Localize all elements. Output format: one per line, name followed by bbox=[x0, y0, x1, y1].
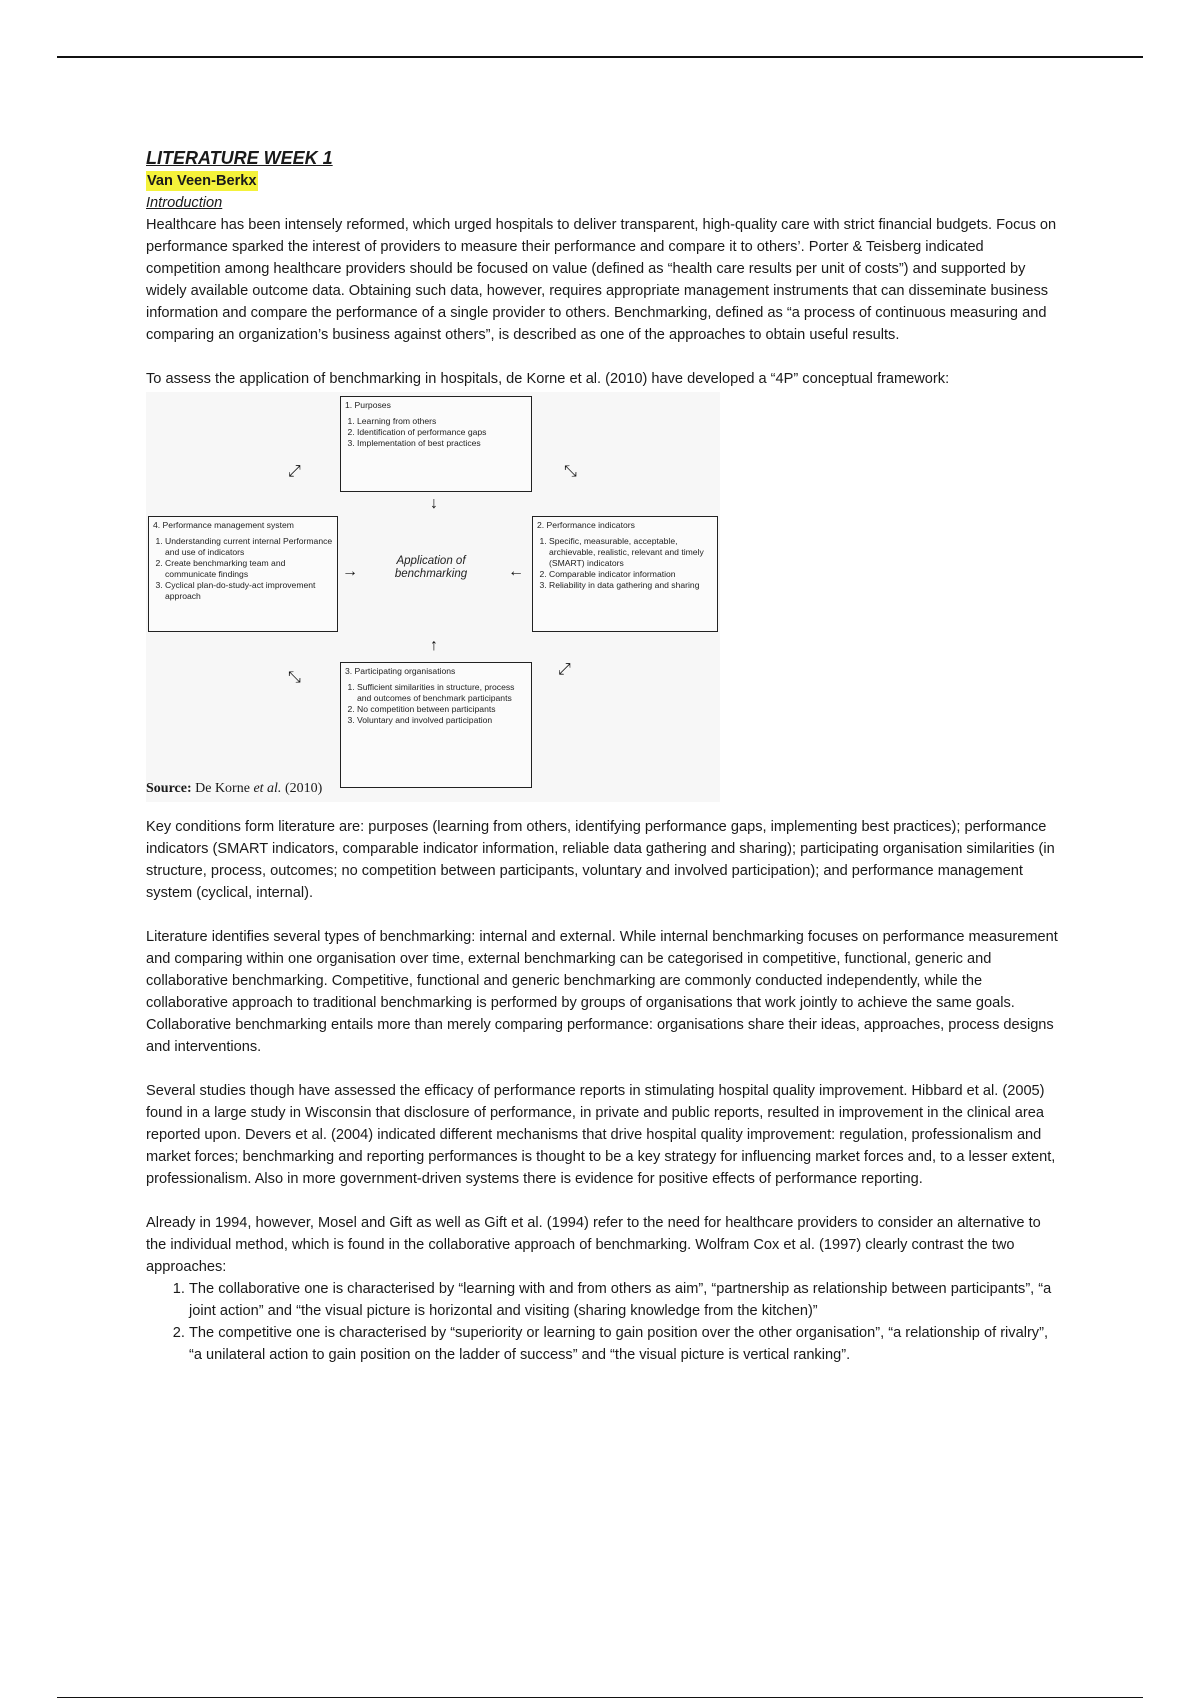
box-management-system bbox=[148, 516, 338, 632]
source-etal: et al. bbox=[253, 781, 282, 796]
footer-rule bbox=[57, 1697, 1143, 1698]
source-ref: De Korne bbox=[195, 781, 250, 796]
figure-source bbox=[146, 778, 322, 800]
center-label: Application of benchmarking bbox=[394, 555, 468, 580]
arrow-down-icon: ↓ bbox=[430, 495, 438, 512]
arrow-left-icon: ← bbox=[508, 563, 524, 580]
arrow-up-icon: ↑ bbox=[430, 637, 438, 654]
paragraph-key-conditions: Key conditions form literature are: purposes (learning from others, identifying performance gaps, implementing best practices); performance indicators (SMART indicators, comparable indicator information, reliable data gathering and sharing); participating organisation similarities (in structure, process, outcomes; no competition between participants, voluntary and involved participation); and performance management system (cyclical, internal). bbox=[146, 819, 1055, 901]
list-item: 2. The competitive one is characterised by “superiority or learning to gain position over the other organisation”, “a relationship of rivalry”, “a unilateral action to gain position on the ladder of success” and “the visual picture is vertical ranking”. bbox=[189, 1322, 1058, 1366]
box-item: 1. Learning from others bbox=[357, 416, 527, 427]
box-item: 3. Voluntary and involved participation bbox=[357, 715, 527, 726]
box-item: 2. Identification of performance gaps bbox=[357, 427, 527, 438]
diagonal-arrow-icon: ⤢ bbox=[288, 463, 301, 480]
box-purposes bbox=[340, 396, 532, 492]
header-rule bbox=[57, 56, 1143, 58]
source-label: Source: bbox=[146, 781, 192, 796]
paragraph-types: Literature identifies several types of benchmarking: internal and external. While internal benchmarking focuses on performance measurement and comparing within one organisation over time, external benchmarking can be categorised in competitive, functional, generic and collaborative benchmarking. Competitive, functional and generic benchmarking are commonly conducted independently, while the collaborative approach to traditional benchmarking is performed by groups of organisations that work jointly to achieve the same goals. Collaborative benchmarking entails more than merely comparing performance: organisations share their ideas, approaches, process designs and interventions. bbox=[146, 929, 1058, 1055]
box-item: 3. Cyclical plan-do-study-act improvement approach bbox=[165, 580, 333, 602]
box-performance-indicators bbox=[532, 516, 718, 632]
author-highlight: Van Veen-Berkx bbox=[147, 173, 257, 189]
page-title: LITERATURE WEEK 1 bbox=[146, 148, 333, 168]
box-title: 2. Performance indicators bbox=[537, 520, 635, 530]
paragraph-intro: Healthcare has been intensely reformed, which urged hospitals to deliver transparent, high-quality care with strict financial budgets. Focus on performance sparked the interest of providers to measure their performance and compare it to others’. Porter & Teisberg indicated competition among healthcare providers should be focused on value (defined as “health care results per unit of costs”) and supported by widely available outcome data. Obtaining such data, however, requires appropriate management instruments that can disseminate business information and compare the performance of a single provider to others. Benchmarking, defined as “a process of continuous measuring and comparing an organization’s business against others”, is described as one of the approaches to obtain useful results. bbox=[146, 217, 1057, 343]
box-item: 3. Implementation of best practices bbox=[357, 438, 527, 449]
box-title: 1. Purposes bbox=[345, 400, 391, 410]
paragraph-studies: Several studies though have assessed the efficacy of performance reports in stimulating hospital quality improvement. Hibbard et al. (2005) found in a large study in Wisconsin that disclosure of performance, in private and public reports, resulted in improvement in the clinical area reported upon. Devers et al. (2004) indicated different mechanisms that drive hospital quality improvement: regulation, professionalism and market forces; benchmarking and reporting performances is thought to be a key strategy for influencing market forces and, to a lesser extent, professionalism. Also in more government-driven systems there is evidence for positive effects of performance reporting. bbox=[146, 1083, 1056, 1187]
diagonal-arrow-icon: ⤢ bbox=[558, 661, 571, 678]
box-item: 1. Understanding current internal Performance and use of indicators bbox=[165, 536, 333, 558]
list-item: 1. The collaborative one is characterised by “learning with and from others as aim”, “partnership as relationship between participants”, “a joint action” and “the visual picture is horizontal and visiting (sharing knowledge from the kitchen)” bbox=[189, 1278, 1058, 1322]
box-participating-organisations bbox=[340, 662, 532, 788]
paragraph-framework: To assess the application of benchmarking in hospitals, de Korne et al. (2010) have developed a “4P” conceptual framework: bbox=[146, 371, 950, 387]
box-title: 3. Participating organisations bbox=[345, 666, 456, 676]
arrow-right-icon: → bbox=[342, 563, 358, 580]
box-item: 2. Create benchmarking team and communicate findings bbox=[165, 558, 333, 580]
diagonal-arrow-icon: ⤡ bbox=[288, 669, 301, 686]
box-title: 4. Performance management system bbox=[153, 520, 294, 530]
paragraph-approaches: Already in 1994, however, Mosel and Gift as well as Gift et al. (1994) refer to the need for healthcare providers to consider an alternative to the individual method, which is found in the collaborative approach of benchmarking. Wolfram Cox et al. (1997) clearly contrast the two approaches: bbox=[146, 1215, 1041, 1275]
approaches-list bbox=[146, 1278, 1058, 1366]
box-item: 1. Sufficient similarities in structure, process and outcomes of benchmark participants bbox=[357, 682, 527, 704]
box-item: 3. Reliability in data gathering and sharing bbox=[549, 580, 713, 591]
source-year: (2010) bbox=[284, 781, 323, 796]
framework-figure bbox=[146, 392, 720, 802]
document-body bbox=[146, 146, 1058, 1366]
box-item: 1. Specific, measurable, acceptable, archievable, realistic, relevant and timely (SMART) indicators bbox=[549, 536, 713, 569]
section-subheading: Introduction bbox=[146, 195, 223, 211]
box-item: 2. Comparable indicator information bbox=[549, 569, 713, 580]
diagonal-arrow-icon: ⤡ bbox=[564, 463, 577, 480]
box-item: 2. No competition between participants bbox=[357, 704, 527, 715]
